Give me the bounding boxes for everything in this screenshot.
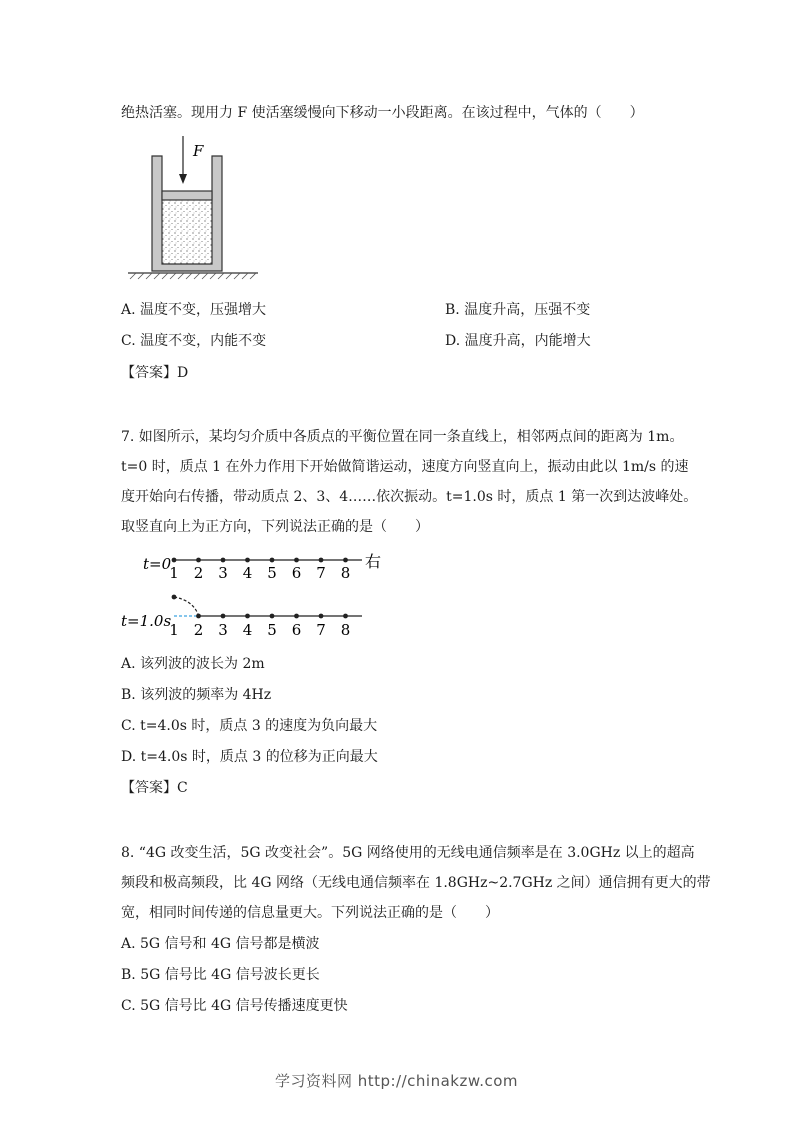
piston [162, 191, 212, 200]
q8-option-a: A. 5G 信号和 4G 信号都是横波 [121, 936, 320, 952]
label-t0: t=0 [143, 555, 172, 573]
q8-option-b: B. 5G 信号比 4G 信号波长更长 [121, 967, 320, 983]
t0-point-6 [294, 558, 299, 563]
t1-point-4 [245, 614, 250, 619]
q6-option-a: A. 温度不变，压强增大 [121, 302, 267, 318]
footer-watermark: 学习资料网 http://chinakzw.com [274, 1072, 519, 1090]
t1-point-label-3: 3 [218, 621, 228, 639]
right-label: 右 [365, 552, 382, 571]
t0-point-3 [221, 558, 226, 563]
q7-answer: 【答案】C [121, 780, 188, 796]
q7-option-b: B. 该列波的频率为 4Hz [121, 687, 272, 703]
t1-point-label-6: 6 [291, 621, 302, 639]
gas-region [162, 200, 212, 264]
q6-option-d: D. 温度升高，内能增大 [445, 333, 591, 349]
t1-point-label-7: 7 [316, 621, 326, 639]
q7-option-d: D. t=4.0s 时，质点 3 的位移为正向最大 [121, 749, 378, 765]
t1-point-label-5: 5 [267, 621, 277, 639]
t1-point-5 [270, 614, 275, 619]
q6-option-c: C. 温度不变，内能不变 [121, 333, 267, 349]
wave-crest-curve [174, 597, 198, 614]
q7-line-4: 取竖直向上为正方向，下列说法正确的是（ ） [121, 519, 429, 535]
t0-point-2 [196, 558, 201, 563]
q7-option-c: C. t=4.0s 时，质点 3 的速度为负向最大 [121, 718, 378, 734]
t1-point-8 [343, 614, 348, 619]
force-label: F [193, 142, 204, 160]
row-t1-labels [169, 621, 350, 639]
t0-point-label-6: 6 [291, 564, 302, 582]
t0-point-label-3: 3 [218, 564, 228, 582]
t0-point-8 [343, 558, 348, 563]
q6-answer: 【答案】D [121, 365, 189, 381]
q6-stem: 绝热活塞。现用力 F 使活塞缓慢向下移动一小段距离。在该过程中，气体的（ ） [121, 105, 644, 121]
ground-hatching [130, 273, 256, 279]
piston-cylinder-figure [120, 136, 265, 286]
point-1-at-crest [172, 595, 177, 600]
t1-point-label-4: 4 [242, 621, 253, 639]
t0-point-1 [172, 558, 177, 563]
wave-points-figure [121, 548, 390, 643]
q6-option-b: B. 温度升高，压强不变 [445, 302, 591, 318]
t0-point-5 [270, 558, 275, 563]
q8-line-3: 宽，相同时间传递的信息量更大。下列说法正确的是（ ） [121, 905, 499, 921]
t0-point-label-8: 8 [340, 564, 351, 582]
t1-point-6 [294, 614, 299, 619]
t0-point-label-2: 2 [193, 564, 204, 582]
t1-point-label-1: 1 [169, 621, 179, 639]
t1-point-label-2: 2 [193, 621, 204, 639]
q7-option-a: A. 该列波的波长为 2m [121, 656, 265, 672]
t1-point-2 [196, 614, 201, 619]
q8-option-c: C. 5G 信号比 4G 信号传播速度更快 [121, 998, 348, 1014]
t0-point-label-5: 5 [267, 564, 277, 582]
q7-line-3: 度开始向右传播，带动质点 2、3、4……依次振动。t=1.0s 时，质点 1 第一次到达波峰处。 [121, 489, 698, 505]
q7-line-1: 7. 如图所示，某均匀介质中各质点的平衡位置在同一条直线上，相邻两点间的距离为 1m。 [121, 429, 684, 445]
t1-point-label-8: 8 [340, 621, 351, 639]
t0-point-4 [245, 558, 250, 563]
t1-point-3 [221, 614, 226, 619]
label-t1: t=1.0s [121, 612, 172, 630]
t0-point-7 [319, 558, 324, 563]
row-t0-labels [169, 564, 350, 582]
t0-point-label-1: 1 [169, 564, 179, 582]
t0-point-label-4: 4 [242, 564, 253, 582]
t1-point-7 [319, 614, 324, 619]
t0-point-label-7: 7 [316, 564, 326, 582]
q7-line-2: t=0 时，质点 1 在外力作用下开始做简谐运动，速度方向竖直向上，振动由此以 1m/s 的速 [121, 459, 689, 475]
q8-line-2: 频段和极高频段，比 4G 网络（无线电通信频率在 1.8GHz~2.7GHz 之间）通信拥有更大的带 [121, 875, 711, 891]
q8-line-1: 8. “4G 改变生活，5G 改变社会”。5G 网络使用的无线电通信频率是在 3.0GHz 以上的超高 [121, 845, 695, 861]
